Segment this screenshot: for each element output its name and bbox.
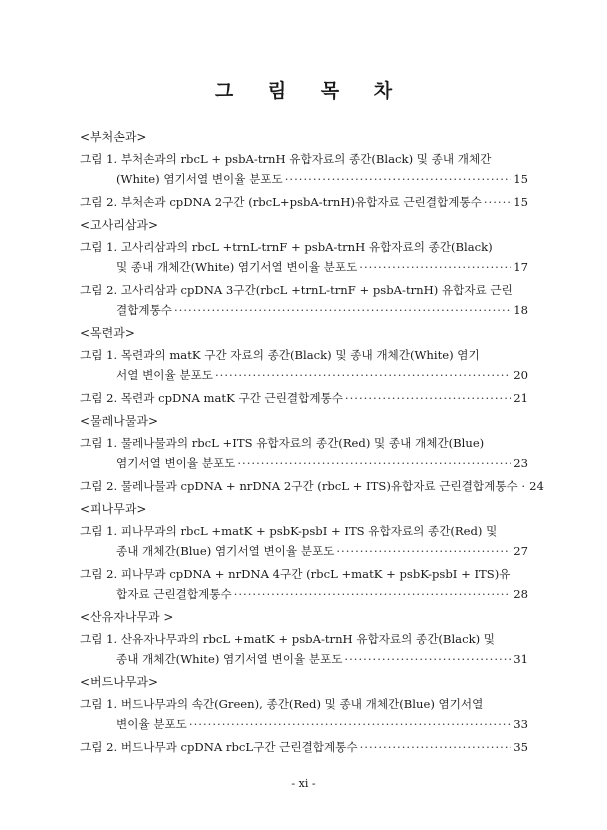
page-ref: 23 — [513, 456, 528, 470]
dot-leader — [344, 649, 511, 669]
entry-leader-row — [80, 584, 528, 604]
entry-text-tail: 변이율 분포도 — [116, 717, 187, 731]
section-title: <고사리삼과> — [80, 218, 159, 232]
page-ref: 15 — [513, 195, 528, 209]
figure-entry[interactable] — [80, 737, 528, 757]
dot-leader — [285, 169, 512, 189]
toc-section — [80, 673, 528, 757]
dot-leader — [234, 584, 512, 604]
toc-section — [80, 324, 528, 408]
entry-leader-row — [80, 649, 528, 669]
entry-text-tail: 및 종내 개체간(White) 염기서열 변이율 분포도 — [116, 260, 358, 274]
entry-text-tail: 종내 개체간(Blue) 염기서열 변이율 분포도 — [116, 544, 335, 558]
entry-leader-row — [80, 169, 528, 189]
page-ref: 35 — [513, 740, 528, 754]
entry-text-tail: 종내 개체간(White) 염기서열 변이율 분포도 — [116, 652, 343, 666]
entry-text-line: 그림 1. 물레나물과의 rbcL +ITS 유합자료의 종간(Red) 및 종내 개체간(Blue) — [80, 436, 485, 450]
entry-text-tail: 서열 변이율 분포도 — [116, 368, 213, 382]
section-title: <산유자나무과 > — [80, 610, 174, 624]
entry-text-line: 그림 2. 고사리삼과 cpDNA 3구간(rbcL +trnL-trnF + psbA-trnH) 유합자료 근린 — [80, 283, 513, 297]
entry-text-line: 그림 1. 피나무과의 rbcL +matK + psbK-psbI + ITS 유합자료의 종간(Red) 및 — [80, 524, 498, 538]
entry-text-tail: 염기서열 변이율 분포도 — [116, 456, 236, 470]
entry-text-line: 그림 1. 버드나무과의 속간(Green), 종간(Red) 및 종내 개체간(Blue) 염기서열 — [80, 697, 484, 711]
figure-entry[interactable] — [80, 192, 528, 212]
entry-leader-row — [80, 476, 544, 496]
entry-text-tail: (White) 염기서열 변이율 분포도 — [116, 172, 283, 186]
page-title: 그 림 목 차 — [214, 80, 407, 102]
page-ref: 31 — [513, 652, 528, 666]
entry-text-tail: 결합계통수 — [116, 303, 172, 317]
page-ref: 21 — [513, 391, 528, 405]
dot-leader — [360, 737, 512, 757]
section-title: <피나무과> — [80, 502, 147, 516]
entry-leader-row — [80, 453, 528, 473]
page-ref: 27 — [513, 544, 528, 558]
page-ref: 28 — [513, 587, 528, 601]
entry-text-tail: 그림 2. 목련과 cpDNA matK 구간 근린결합계통수 — [80, 391, 343, 405]
toc-section — [80, 608, 528, 669]
dot-leader — [484, 192, 511, 212]
dot-leader — [215, 365, 511, 385]
dot-leader — [189, 714, 511, 734]
figure-entry[interactable] — [80, 280, 528, 320]
entry-leader-row — [80, 257, 528, 277]
page-ref: 18 — [513, 303, 528, 317]
entry-text-tail: 그림 2. 물레나물과 cpDNA + nrDNA 2구간 (rbcL + ITS)유합자료 근린결합계통수 · — [80, 479, 526, 493]
figure-entry[interactable] — [80, 629, 528, 669]
toc-section — [80, 128, 528, 212]
entry-leader-row — [80, 365, 528, 385]
entry-text-tail: 그림 2. 부처손과 cpDNA 2구간 (rbcL+psbA-trnH)유합자료 근린결합계통수 — [80, 195, 482, 209]
figure-entry[interactable] — [80, 237, 528, 277]
page-ref: 17 — [513, 260, 528, 274]
page-ref: 15 — [513, 172, 528, 186]
entry-text-line: 그림 2. 피나무과 cpDNA + nrDNA 4구간 (rbcL +matK + psbK-psbI + ITS)유 — [80, 567, 511, 581]
entry-leader-row — [80, 192, 528, 212]
toc-section — [80, 216, 528, 320]
page-ref: 20 — [513, 368, 528, 382]
entry-text-tail: 그림 2. 버드나무과 cpDNA rbcL구간 근린결합계통수 — [80, 740, 358, 754]
page-ref: 33 — [513, 717, 528, 731]
figure-entry[interactable] — [80, 345, 528, 385]
figure-entry[interactable] — [80, 476, 544, 496]
figure-entry[interactable] — [80, 388, 528, 408]
entry-text-line: 그림 1. 부처손과의 rbcL + psbA-trnH 유합자료의 종간(Black) 및 종내 개체간 — [80, 152, 492, 166]
entry-leader-row — [80, 388, 528, 408]
entry-leader-row — [80, 714, 528, 734]
figure-entry[interactable] — [80, 564, 528, 604]
entry-text-line: 그림 1. 고사리삼과의 rbcL +trnL-trnF + psbA-trnH 유합자료의 종간(Black) — [80, 240, 493, 254]
entry-leader-row — [80, 300, 528, 320]
section-title: <버드나무과> — [80, 675, 159, 689]
entry-leader-row — [80, 737, 528, 757]
dot-leader — [359, 257, 511, 277]
page-number: - xi - — [291, 777, 316, 790]
figure-entry[interactable] — [80, 521, 528, 561]
page-ref: 24 — [529, 479, 544, 493]
entry-text-line: 그림 1. 목련과의 matK 구간 자료의 종간(Black) 및 종내 개체간(White) 염기 — [80, 348, 480, 362]
figure-list — [80, 128, 544, 761]
section-title: <부처손과> — [80, 130, 147, 144]
dot-leader — [237, 453, 511, 473]
figure-entry[interactable] — [80, 694, 528, 734]
toc-section — [80, 500, 528, 604]
dot-leader — [345, 388, 511, 408]
figure-entry[interactable] — [80, 433, 528, 473]
section-title: <목련과> — [80, 326, 135, 340]
section-title: <물레나물과> — [80, 414, 159, 428]
figure-entry[interactable] — [80, 149, 528, 189]
entry-text-tail: 합자료 근린결합계통수 — [116, 587, 232, 601]
dot-leader — [336, 541, 511, 561]
dot-leader — [174, 300, 511, 320]
entry-leader-row — [80, 541, 528, 561]
entry-text-line: 그림 1. 산유자나무과의 rbcL +matK + psbA-trnH 유합자료의 종간(Black) 및 — [80, 632, 495, 646]
toc-section — [80, 412, 544, 496]
